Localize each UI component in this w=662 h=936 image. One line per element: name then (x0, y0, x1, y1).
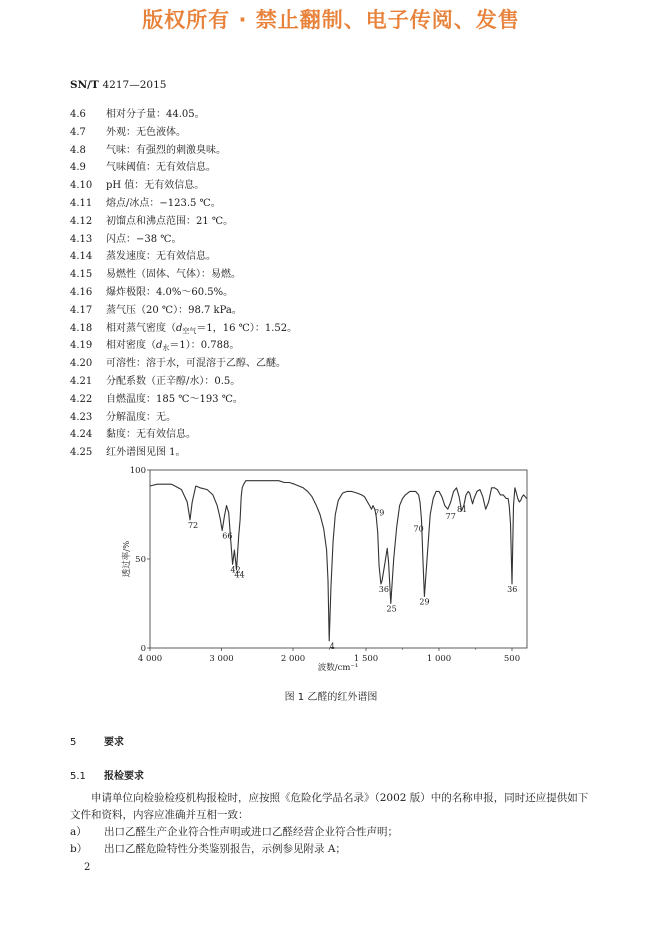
peak-label: 36 (507, 584, 518, 594)
property-text: 气味：有强烈的刺激臭味。 (106, 144, 226, 156)
property-number: 4.21 (70, 376, 93, 387)
property-text: 相对蒸气密度（ (106, 322, 176, 334)
section-title: 要求 (104, 737, 124, 748)
property-text: 自燃温度：185 ℃～193 ℃。 (106, 393, 243, 405)
property-number: 4.17 (70, 304, 93, 316)
property-text: 相对密度（ (106, 340, 156, 352)
property-number: 4.15 (70, 269, 93, 281)
property-number: 4.7 (70, 126, 86, 138)
property-text: 分解温度：无。 (106, 411, 176, 423)
y-tick-label: 0 (140, 644, 146, 654)
y-axis-label: 透过率/% (122, 540, 132, 578)
property-number: 4.6 (70, 109, 86, 120)
property-number: 4.10 (70, 180, 93, 192)
peak-label: 44 (234, 570, 245, 580)
x-tick-label: 1 000 (426, 654, 452, 664)
property-text: 闪点：−38 ℃。 (106, 233, 182, 245)
property-number: 4.19 (70, 340, 93, 352)
property-number: 4.23 (70, 411, 93, 423)
peak-label: 66 (222, 531, 233, 541)
property-text: 相对分子量：44.05。 (106, 109, 205, 120)
property-subscript: 空气 (182, 326, 197, 335)
property-number: 4.20 (70, 358, 93, 370)
section-5-1-heading (70, 767, 144, 782)
property-text: 蒸发速度：无有效信息。 (106, 251, 216, 263)
list-marker: b） (70, 843, 88, 855)
paragraph-5-1: 申请单位向检验检疫机构报检时，应按照《危险化学品名录》（2002 版）中的名称申报，同时还应提供如下文件和资料，内容应准确并互相一致： (70, 792, 589, 821)
peak-label: 25 (386, 604, 397, 614)
section-title: 报检要求 (104, 771, 144, 782)
property-number: 4.24 (70, 429, 93, 441)
property-subscript: 水 (162, 344, 170, 353)
property-number: 4.13 (70, 233, 93, 245)
property-variable: d (156, 340, 163, 352)
page-number: 2 (84, 862, 91, 873)
spectrum-line (150, 481, 527, 641)
x-axis-label: 波数/cm⁻¹ (317, 663, 359, 673)
section-number: 5 (70, 737, 77, 748)
property-text: 初馏点和沸点范围：21 ℃。 (106, 215, 234, 227)
property-text: pH 值：无有效信息。 (106, 180, 205, 192)
doc-id-number: 4217—2015 (102, 79, 167, 91)
property-number: 4.16 (70, 287, 93, 298)
list-text: 出口乙醛危险特性分类鉴别报告，示例参见附录 A； (104, 843, 346, 855)
property-number: 4.25 (70, 447, 93, 459)
property-text: ＝1）：0.788。 (169, 340, 240, 352)
list-marker: a） (70, 826, 87, 838)
property-text: 熔点/冰点：−123.5 ℃。 (106, 198, 221, 209)
property-text: 易燃性（固体、气体）：易燃。 (106, 269, 241, 281)
property-number: 4.18 (70, 322, 93, 334)
peak-label: 77 (445, 511, 456, 521)
property-number: 4.11 (70, 198, 93, 209)
section-number: 5.1 (70, 771, 86, 782)
peak-label: 72 (187, 520, 199, 530)
figure-caption: 图 1 乙醛的红外谱图 (284, 692, 378, 703)
property-text: 分配系数（正辛醇/水）：0.5。 (106, 376, 241, 387)
list-item (70, 824, 398, 841)
peak-label: 36 (378, 584, 389, 594)
peak-label: 70 (413, 524, 424, 534)
peak-label: 29 (419, 597, 430, 607)
property-text: 爆炸极限：4.0%～60.5%。 (106, 287, 234, 298)
y-tick-label: 50 (135, 555, 146, 565)
property-number: 4.14 (70, 251, 93, 263)
property-variable: d (176, 322, 183, 334)
peak-label: 81 (457, 504, 468, 514)
property-number: 4.9 (70, 162, 86, 174)
x-tick-label: 1 500 (353, 654, 379, 664)
peak-label: 4 (329, 641, 335, 651)
property-number: 4.22 (70, 393, 93, 405)
peak-label: 79 (374, 508, 385, 518)
x-tick-label: 4 000 (137, 654, 163, 664)
property-text: 蒸气压（20 ℃）：98.7 kPa。 (106, 304, 242, 316)
property-number: 4.12 (70, 215, 93, 227)
watermark-banner: 版权所有 · 禁止翻制、电子传阅、发售 (142, 8, 520, 32)
property-text: 外观：无色液体。 (106, 126, 186, 138)
x-tick-label: 3 000 (209, 654, 234, 664)
x-tick-label: 2 000 (280, 654, 306, 664)
y-tick-label: 100 (129, 466, 146, 476)
property-text: 气味阈值：无有效信息。 (106, 162, 216, 174)
list-text: 出口乙醛生产企业符合性声明或进口乙醛经营企业符合性声明； (104, 826, 398, 838)
section-5-heading (70, 733, 124, 748)
property-text: 红外谱图见图 1。 (106, 447, 186, 459)
list-item (70, 841, 346, 858)
property-text: 黏度：无有效信息。 (106, 429, 196, 441)
x-tick-label: 500 (503, 654, 521, 664)
peak-label: 42 (230, 565, 241, 575)
property-number: 4.8 (70, 144, 86, 156)
doc-id-prefix: SN/T (70, 79, 99, 91)
property-text: ＝1，16 ℃）：1.52。 (196, 322, 298, 334)
property-text: 可溶性：溶于水，可混溶于乙醇、乙醚。 (106, 358, 286, 370)
